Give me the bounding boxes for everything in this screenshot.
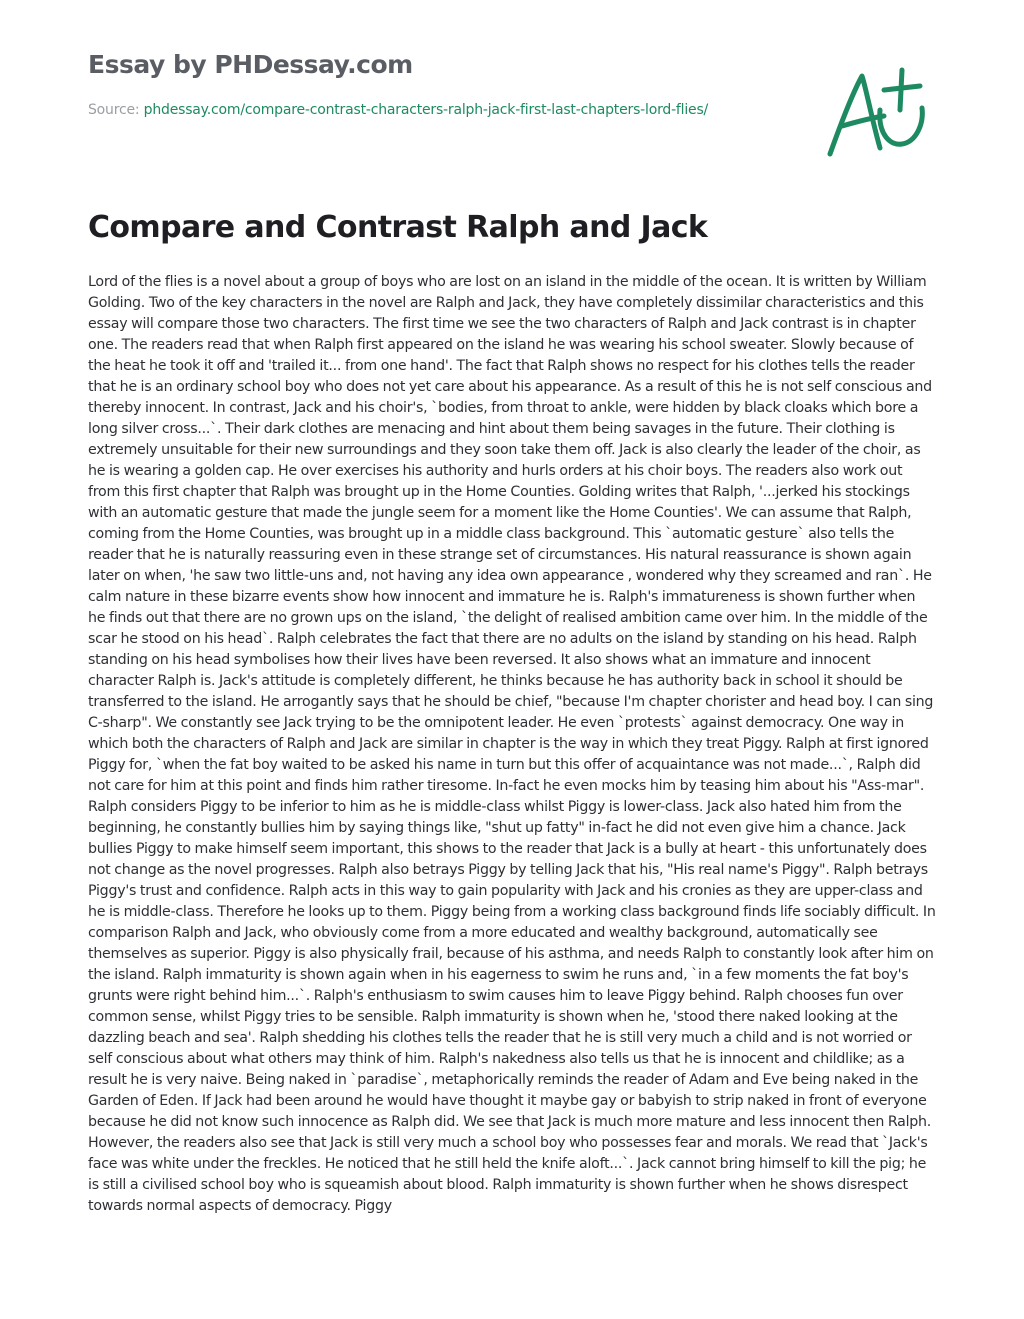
source-link[interactable]: phdessay.com/compare-contrast-characters-ralph-jack-first-last-chapters-lord-flies/ <box>143 102 709 118</box>
site-title: Essay by PHDessay.com <box>88 50 413 79</box>
logo-letter-a-stroke <box>830 76 880 154</box>
essay-body: Lord of the flies is a novel about a group of boys who are lost on an island in the middle of the ocean. It is written by William Golding. Two of the key characters in the novel are Ralph and Jack, they have completely dissimilar characteristics and this essay will compare those two characters. The first time we see the two characters of Ralph and Jack contrast is in chapter one. The readers read that when Ralph first appeared on the island he was wearing his school sweater. Slowly because of the heat he took it off and 'trailed it... from one hand'. The fact that Ralph shows no respect for his clothes tells the reader that he is an ordinary school boy who does not yet care about his appearance. As a result of this he is not self conscious and thereby innocent. In contrast, Jack and his choir's, `bodies, from throat to ankle, were hidden by black cloaks which bore a long silver cross...`. Their dark clothes are menacing and hint about them being savages in the future. Their clothing is extremely unsuitable for their new surroundings and they soon take them off. Jack is also clearly the leader of the choir, as he is wearing a golden cap. He over exercises his authority and hurls orders at his choir boys. The readers also work out from this first chapter that Ralph was brought up in the Home Counties. Golding writes that Ralph, '...jerked his stockings with an automatic gesture that made the jungle seem for a moment like the Home Counties'. We can assume that Ralph, coming from the Home Counties, was brought up in a middle class background. This `automatic gesture` also tells the reader that he is naturally reassuring even in these strange set of circumstances. His natural reassurance is shown again later on when, 'he saw two little-uns and, not having any idea own appearance , wondered why they screamed and ran`. He calm nature in these bizarre events show how innocent and immature he is. Ralph's immatureness is shown further when he finds out that there are no grown ups on the island, `the delight of realised ambition came over him. In the middle of the scar he stood on his head`. Ralph celebrates the fact that there are no adults on the island by standing on his head. Ralph standing on his head symbolises how their lives have been reversed. It also shows what an immature and innocent character Ralph is. Jack's attitude is completely different, he thinks because he has authority back in school it should be transferred to the island. He arrogantly says that he should be chief, "because I'm chapter chorister and head boy. I can sing C-sharp". We constantly see Jack trying to be the omnipotent leader. He even `protests` against democracy. One way in which both the characters of Ralph and Jack are similar in chapter is the way in which they treat Piggy. Ralph at first ignored Piggy for, `when the fat boy waited to be asked his name in turn but this offer of acquaintance was not made...`, Ralph did not care for him at this point and finds him rather tiresome. In-fact he even mocks him by teasing him about his "Ass-mar". Ralph considers Piggy to be inferior to him as he is middle-class whilst Piggy is lower-class. Jack also hated him from the beginning, he constantly bullies him by saying things like, "shut up fatty" in-fact he did not even give him a chance. Jack bullies Piggy to make himself seem important, this shows to the reader that Jack is a bully at heart - this unfortunately does not change as the novel progresses. Ralph also betrays Piggy by telling Jack that his, "His real name's Piggy". Ralph betrays Piggy's trust and confidence. Ralph acts in this way to gain popularity with Jack and his cronies as they are upper-class and he is middle-class. Therefore he looks up to them. Piggy being from a working class background finds life sociably difficult. In comparison Ralph and Jack, who obviously come from a more educated and wealthy background, automatically see themselves as superior. Piggy is also physically frail, because of his asthma, and needs Ralph to constantly look after him on the island. Ralph immaturity is shown again when in his eagerness to swim he runs and, `in a few moments the fat boy's grunts were right behind him...`. Ralph's enthusiasm to swim causes him to leave Piggy behind. Ralph chooses fun over common sense, whilst Piggy tries to be sensible. Ralph immaturity is shown when he, 'stood there naked looking at the dazzling beach and sea'. Ralph shedding his clothes tells the reader that he is still very much a child and is not worried or self conscious about what others may think of him. Ralph's nakedness also tells us that he is innocent and childlike; as a result he is very naive. Being naked in `paradise`, metaphorically reminds the reader of Adam and Eve being naked in the Garden of Eden. If Jack had been around he would have thought it maybe gay or babyish to strip naked in front of everyone because he did not know such innocence as Ralph did. We see that Jack is much more mature and less innocent then Ralph. However, the readers also see that Jack is still very much a school boy who possesses fear and morals. We read that `Jack's face was white under the freckles. He noticed that he still held the knife aloft...`. Jack cannot bring himself to kill the pig; he is still a civilised school boy who is squeamish about blood. Ralph immaturity is shown further when he shows disrespect towards normal aspects of democracy. Piggy <box>88 274 936 1214</box>
logo-plus-horizontal <box>884 86 920 90</box>
essay-title: Compare and Contrast Ralph and Jack <box>88 210 708 245</box>
a-plus-smiley-logo-icon <box>822 64 930 160</box>
source-label: Source: <box>88 102 144 118</box>
source-line <box>88 100 768 121</box>
logo-smile-stroke <box>880 108 923 144</box>
